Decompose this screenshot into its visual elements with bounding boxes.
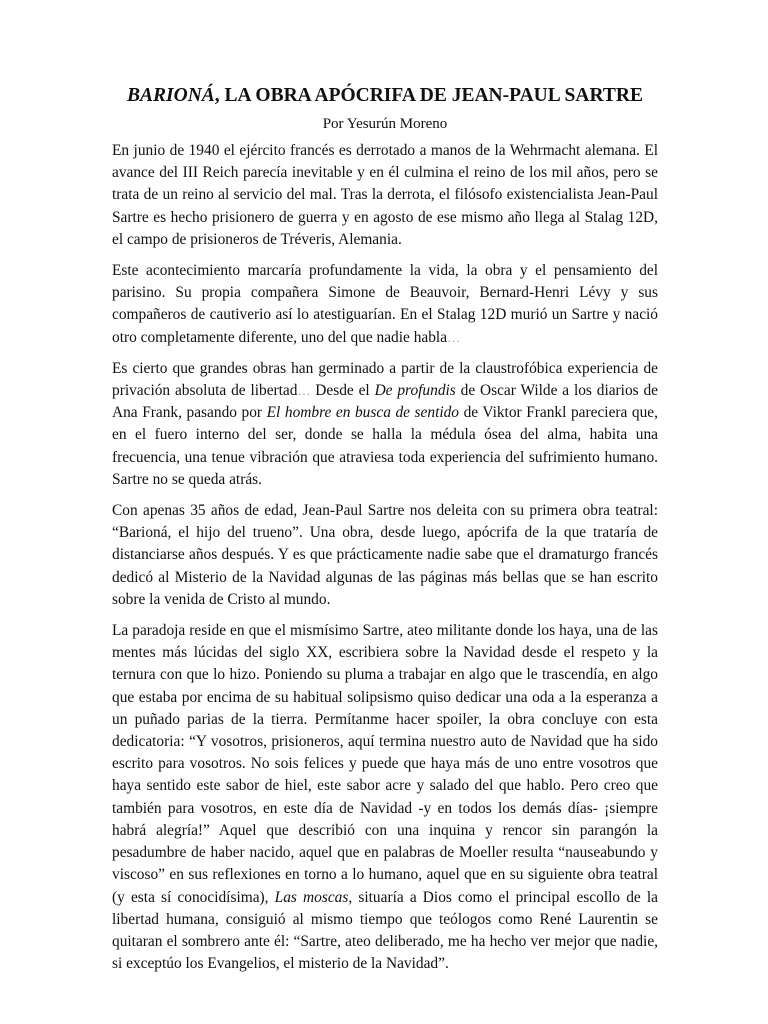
document-page bbox=[112, 84, 658, 984]
paragraph-5-italic-title: Las moscas bbox=[274, 888, 349, 906]
paragraph-2 bbox=[112, 260, 658, 349]
paragraph-2-text: Este acontecimiento marcaría profundamente la vida, la obra y el pensamiento del parisino. Su propia compañera Simone de Beauvoir, Bernard-Henri Lévy y sus compañeros de cautiverio así lo atestiguarían. En el Stalag 12D murió un Sartre y nació otro completamente diferente, uno del que nadie habla bbox=[112, 262, 658, 346]
paragraph-3-text-d: de Viktor Frankl pareciera que, en el fuero interno del ser, donde se halla la médula ósea del alma, habita una frecuencia, una tenue vibración que atraviesa toda experiencia del sufrimiento humano. Sartre no se queda atrás. bbox=[112, 404, 658, 488]
paragraph-3-text-c: de Oscar Wilde a los diarios de Ana Frank, pasando por bbox=[112, 382, 658, 422]
title-italic-part: BARIONÁ bbox=[127, 85, 215, 106]
title-rest: , LA OBRA APÓCRIFA DE JEAN-PAUL SARTRE bbox=[214, 85, 643, 106]
paragraph-3-text-b: Desde el bbox=[310, 382, 375, 400]
byline: Por Yesurún Moreno bbox=[322, 116, 448, 132]
paragraph-2-ellipsis: … bbox=[447, 329, 461, 345]
paragraph-3-text-a: Es cierto que grandes obras han germinado a partir de la claustrofóbica experiencia de privación absoluta de libertad bbox=[112, 359, 658, 400]
paragraph-3-italic-title-1: De profundis bbox=[374, 382, 456, 400]
paragraph-3-ellipsis: … bbox=[297, 383, 311, 399]
document-title bbox=[112, 84, 658, 108]
paragraph-1: En junio de 1940 el ejército francés es derrotado a manos de la Wehrmacht alemana. El avance del III Reich parecía inevitable y en él culmina el reino de los mil años, pero se trata de un reino al servicio del mal. Tras la derrota, el filósofo existencialista Jean-Paul Sartre es hecho prisionero de guerra y en agosto de ese mismo año llega al Stalag 12D, el campo de prisioneros de Tréveris, Alemania. bbox=[112, 142, 658, 248]
paragraph-5 bbox=[112, 620, 658, 975]
paragraph-4: Con apenas 35 años de edad, Jean-Paul Sartre nos deleita con su primera obra teatral: “Barioná, el hijo del trueno”. Una obra, desde luego, apócrifa de la que trataría de distanciarse años después. Y es que prácticamente nadie sabe que el dramaturgo francés dedicó al Misterio de la Navidad algunas de las páginas más bellas que se han escrito sobre la venida de Cristo al mundo. bbox=[112, 502, 658, 608]
paragraph-3 bbox=[112, 358, 658, 491]
paragraph-5-text-b: , situaría a Dios como el principal escollo de la libertad humana, consiguió al mismo tiempo que teólogos como René Laurentin se quitaran el sombrero ante él: “Sartre, ateo deliberado, me ha hecho ver mejor que nadie, si exceptúo los Evangelios, el misterio de la Navidad”. bbox=[112, 888, 658, 973]
paragraph-5-text-a: La paradoja reside en que el mismísimo Sartre, ateo militante donde los haya, una de las mentes más lúcidas del siglo XX, escribiera sobre la Navidad desde el respeto y la ternura con que lo hizo. Poniendo su pluma a trabajar en algo que le trascendía, en algo que estaba por encima de su habitual solipsismo quiso dedicar una oda a la esperanza a un puñado parias de la tierra. Permítanme hacer spoiler, la obra concluye con esta dedicatoria: “Y vosotros, prisioneros, aquí termina nuestro auto de Navidad que ha sido escrito para vosotros. No sois felices y puede que haya más de uno entre vosotros que haya sentido este sabor de hiel, este sabor acre y salado del que hablo. Pero creo que también para vosotros, en este día de Navidad -y en todos los demás días- ¡siempre habrá alegría!” Aquel que describió con una inquina y rencor sin parangón la pesadumbre de haber nacido, aquel que en palabras de Moeller resulta “nauseabundo y viscoso” en sus reflexiones en torno a lo humano, aquel que en su siguiente obra teatral (y esta sí conocidísima), bbox=[112, 622, 658, 906]
paragraph-3-italic-title-2: El hombre en busca de sentido bbox=[266, 404, 460, 422]
